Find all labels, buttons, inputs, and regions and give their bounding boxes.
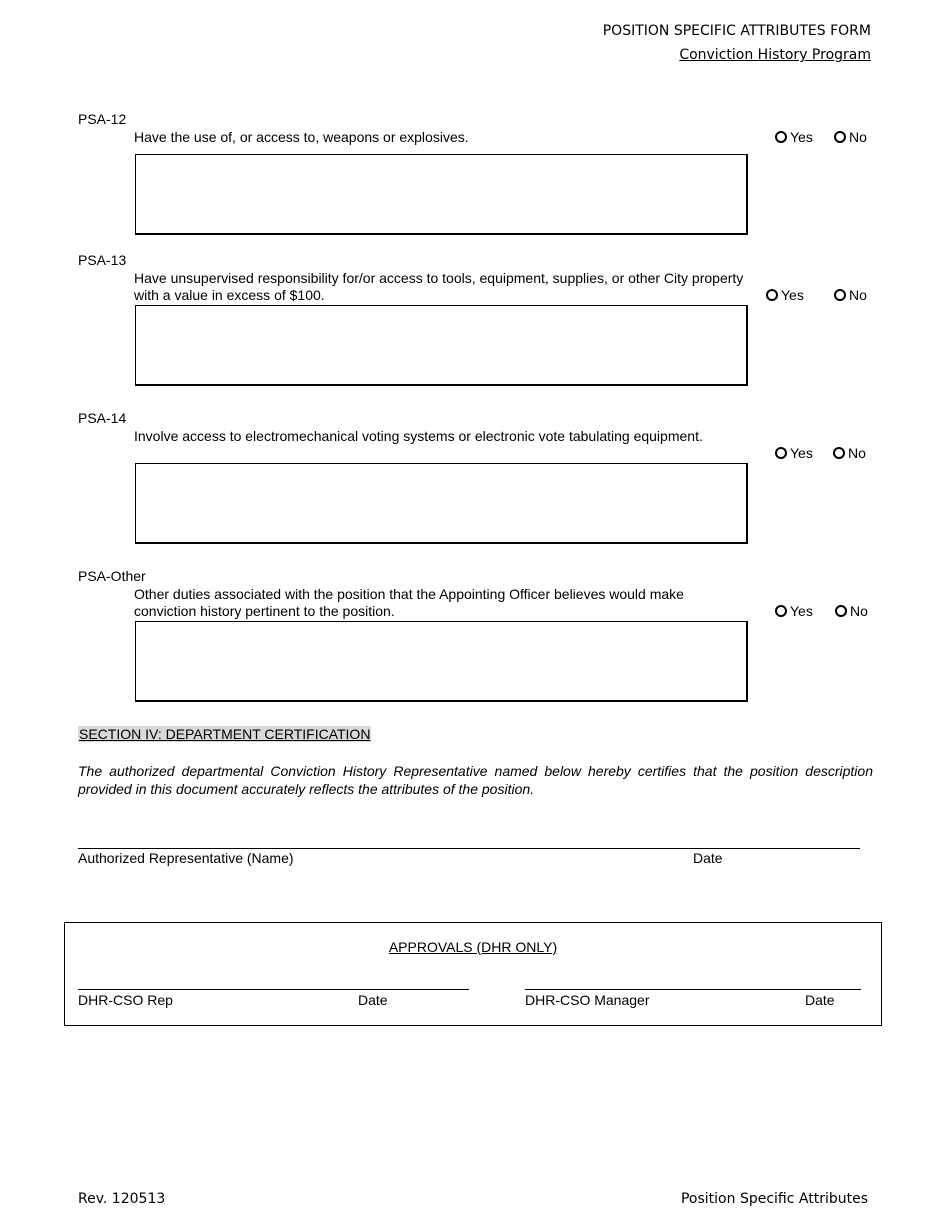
psa-13-yes-radio[interactable] [766, 287, 804, 303]
radio-circle-icon [766, 289, 778, 301]
yes-label: Yes [790, 603, 813, 619]
psa-other-textbox[interactable] [135, 621, 748, 702]
psa-14-label: PSA-14 [78, 410, 127, 426]
yes-label: Yes [790, 445, 813, 461]
approvals-box [64, 922, 882, 1026]
psa-12-yes-radio[interactable] [775, 129, 813, 145]
dhr-cso-manager-signature-line[interactable] [525, 989, 861, 990]
psa-14-question: Involve access to electromechanical voting systems or electronic vote tabulating equipment. [134, 428, 703, 444]
psa-13-question: Have unsupervised responsibility for/or access to tools, equipment, supplies, or other City property with a value in excess of $100. [134, 270, 744, 303]
no-label: No [850, 603, 868, 619]
representative-name-label: Authorized Representative (Name) [78, 850, 294, 866]
certification-statement: The authorized departmental Conviction History Representative named below hereby certifies that the position description provided in this document accurately reflects the attributes of the position. [78, 763, 873, 797]
yes-label: Yes [790, 129, 813, 145]
dhr-cso-rep-label: DHR-CSO Rep [78, 992, 173, 1008]
section-iv-heading: SECTION IV: DEPARTMENT CERTIFICATION [79, 726, 371, 742]
psa-12-textbox[interactable] [135, 154, 748, 235]
psa-12-no-radio[interactable] [834, 129, 867, 145]
radio-circle-icon [833, 447, 845, 459]
no-label: No [849, 287, 867, 303]
psa-12-question: Have the use of, or access to, weapons or explosives. [134, 129, 469, 145]
yes-label: Yes [781, 287, 804, 303]
representative-date-label: Date [693, 850, 723, 866]
psa-13-no-radio[interactable] [834, 287, 867, 303]
radio-circle-icon [834, 131, 846, 143]
dhr-cso-manager-date-label: Date [805, 992, 835, 1008]
psa-14-no-radio[interactable] [833, 445, 866, 461]
radio-circle-icon [775, 131, 787, 143]
dhr-cso-rep-date-label: Date [358, 992, 388, 1008]
form-subtitle: Conviction History Program [679, 47, 871, 63]
dhr-cso-manager-label: DHR-CSO Manager [525, 992, 650, 1008]
dhr-cso-rep-signature-line[interactable] [78, 989, 469, 990]
no-label: No [848, 445, 866, 461]
radio-circle-icon [834, 289, 846, 301]
radio-circle-icon [835, 605, 847, 617]
psa-13-label: PSA-13 [78, 252, 127, 268]
footer-page-label: Position Specific Attributes [680, 1191, 868, 1207]
psa-13-textbox[interactable] [135, 305, 748, 386]
radio-circle-icon [775, 447, 787, 459]
form-title: POSITION SPECIFIC ATTRIBUTES FORM [602, 23, 871, 39]
approvals-title: APPROVALS (DHR ONLY) [388, 939, 558, 955]
revision-label: Rev. 120513 [78, 1191, 166, 1207]
representative-signature-line[interactable] [78, 848, 860, 849]
no-label: No [849, 129, 867, 145]
psa-other-no-radio[interactable] [835, 603, 868, 619]
psa-other-question: Other duties associated with the position that the Appointing Officer believes would make conviction history pertinent to the position. [134, 586, 684, 619]
psa-other-yes-radio[interactable] [775, 603, 813, 619]
psa-14-textbox[interactable] [135, 463, 748, 544]
psa-12-label: PSA-12 [78, 111, 127, 127]
radio-circle-icon [775, 605, 787, 617]
psa-14-yes-radio[interactable] [775, 445, 813, 461]
psa-other-label: PSA-Other [78, 568, 146, 584]
